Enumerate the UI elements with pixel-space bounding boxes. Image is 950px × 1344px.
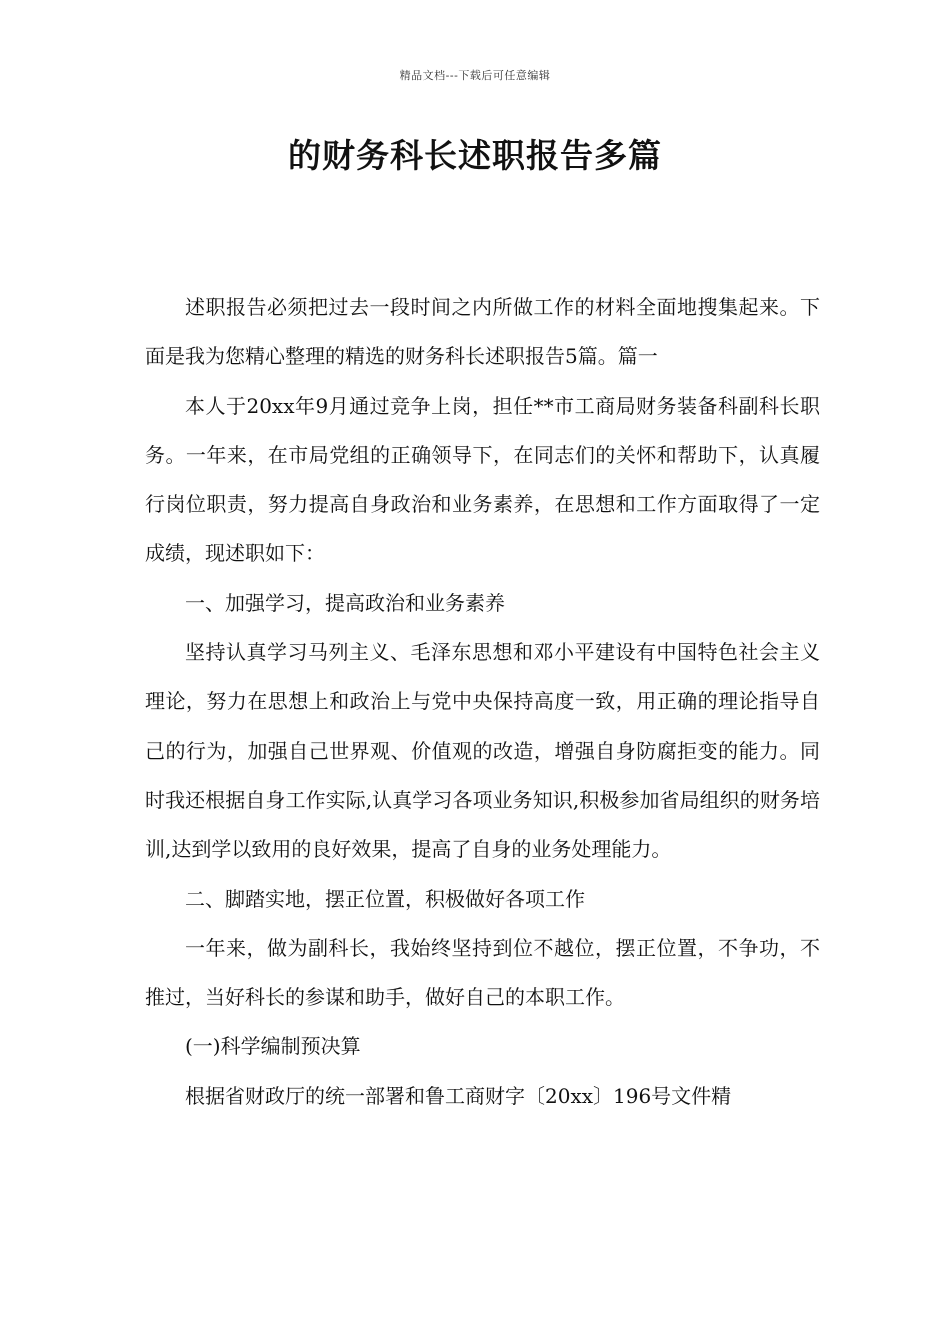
- paragraph-intro: 述职报告必须把过去一段时间之内所做工作的材料全面地搜集起来。下面是我为您精心整理的精选的财务科长述职报告5篇。篇一: [145, 295, 820, 369]
- header-note: 精品文档---下载后可任意编辑: [399, 69, 551, 82]
- subsection-heading-1: (一)科学编制预决算: [185, 1034, 361, 1059]
- paragraph-budget: 根据省财政厅的统一部署和鲁工商财字〔20xx〕196号文件精: [185, 1083, 732, 1108]
- paragraph-study: 坚持认真学习马列主义、毛泽东思想和邓小平建设有中国特色社会主义理论，努力在思想上和政治上与党中央保持高度一致，用正确的理论指导自己的行为，加强自己世界观、价值观的改造，增强自身防腐拒变的能力。同时我还根据自身工作实际,认真学习各项业务知识,积极参加省局组织的财务培训,达到学以致用的良好效果，提高了自身的业务处理能力。: [145, 640, 820, 862]
- section-heading-2: 二、脚踏实地，摆正位置，积极做好各项工作: [185, 886, 585, 911]
- section-heading-1: 一、加强学习，提高政治和业务素养: [185, 590, 505, 615]
- paragraph-work: 一年来，做为副科长，我始终坚持到位不越位，摆正位置，不争功，不推过，当好科长的参谋和助手，做好自己的本职工作。: [145, 935, 820, 1010]
- document-title: 的财务科长述职报告多篇: [288, 136, 662, 175]
- document-body: [145, 283, 820, 1121]
- paragraph-opening: 本人于20xx年9月通过竞争上岗，担任**市工商局财务装备科副科长职务。一年来，在市局党组的正确领导下，在同志们的关怀和帮助下，认真履行岗位职责，努力提高自身政治和业务素养，在思想和工作方面取得了一定成绩，现述职如下：: [145, 393, 820, 566]
